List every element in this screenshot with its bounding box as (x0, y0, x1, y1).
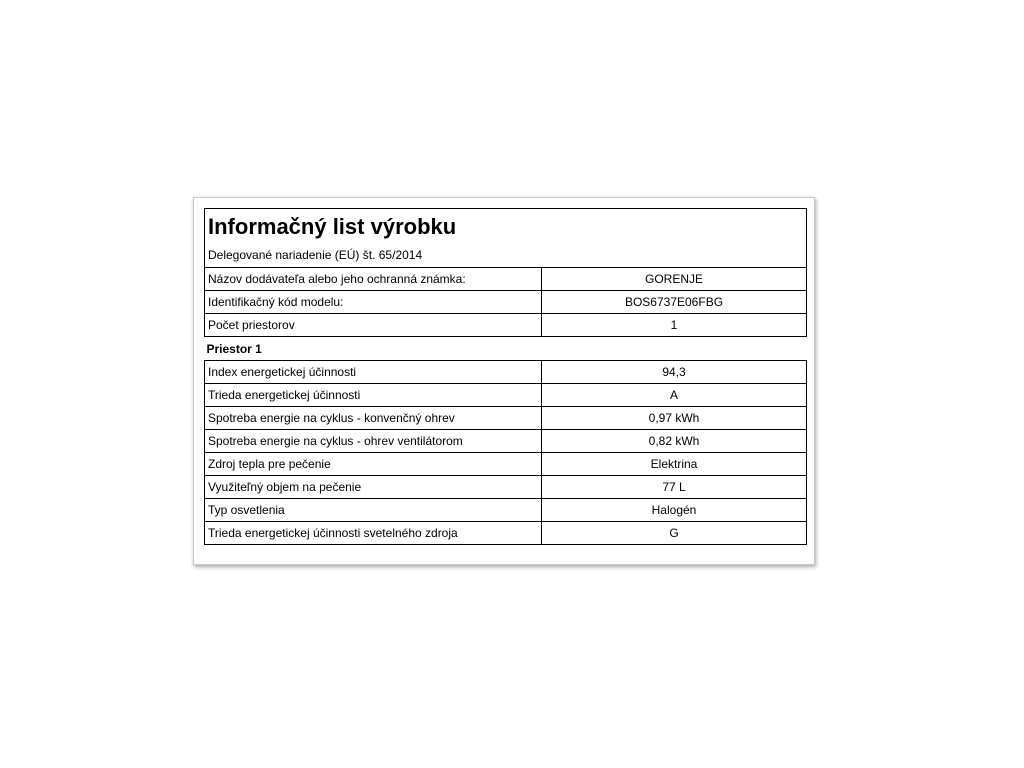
table-row-heat-source (205, 453, 807, 476)
section-title: Priestor 1 (206, 341, 262, 356)
row-value: 0,82 kWh (542, 430, 807, 453)
section-row (205, 337, 807, 361)
row-label: Trieda energetickej účinnosti (205, 384, 542, 407)
row-label: Využiteľný objem na pečenie (205, 476, 542, 499)
product-info-table (204, 208, 807, 545)
row-label: Názov dodávateľa alebo jeho ochranná známka: (205, 268, 542, 291)
row-value: Halogén (542, 499, 807, 522)
row-value: 94,3 (542, 361, 807, 384)
table-row-usable-volume (205, 476, 807, 499)
header-row (205, 209, 807, 268)
row-value: G (542, 522, 807, 545)
table-row-lighting-type (205, 499, 807, 522)
row-label: Identifikačný kód modelu: (205, 291, 542, 314)
table-row-model-code (205, 291, 807, 314)
row-label: Počet priestorov (205, 314, 542, 337)
row-value: 77 L (542, 476, 807, 499)
regulation-subtitle: Delegované nariadenie (EÚ) št. 65/2014 (208, 248, 423, 262)
table-row-consumption-fan (205, 430, 807, 453)
row-value: 0,97 kWh (542, 407, 807, 430)
table-row-light-energy-class (205, 522, 807, 545)
row-value: A (542, 384, 807, 407)
page-title: Informačný list výrobku (208, 214, 457, 239)
table-row-energy-class (205, 384, 807, 407)
row-label: Spotreba energie na cyklus - konvenčný ohrev (205, 407, 542, 430)
table-row-energy-index (205, 361, 807, 384)
row-label: Zdroj tepla pre pečenie (205, 453, 542, 476)
row-value: 1 (542, 314, 807, 337)
table-row-consumption-conventional (205, 407, 807, 430)
row-label: Trieda energetickej účinnosti svetelného zdroja (205, 522, 542, 545)
table-row-cavity-count (205, 314, 807, 337)
row-value: Elektrina (542, 453, 807, 476)
row-label: Index energetickej účinnosti (205, 361, 542, 384)
row-value: BOS6737E06FBG (542, 291, 807, 314)
row-value: GORENJE (542, 268, 807, 291)
product-information-sheet (193, 197, 815, 565)
row-label: Typ osvetlenia (205, 499, 542, 522)
table-row-supplier (205, 268, 807, 291)
header-cell (205, 209, 807, 268)
row-label: Spotreba energie na cyklus - ohrev ventilátorom (205, 430, 542, 453)
